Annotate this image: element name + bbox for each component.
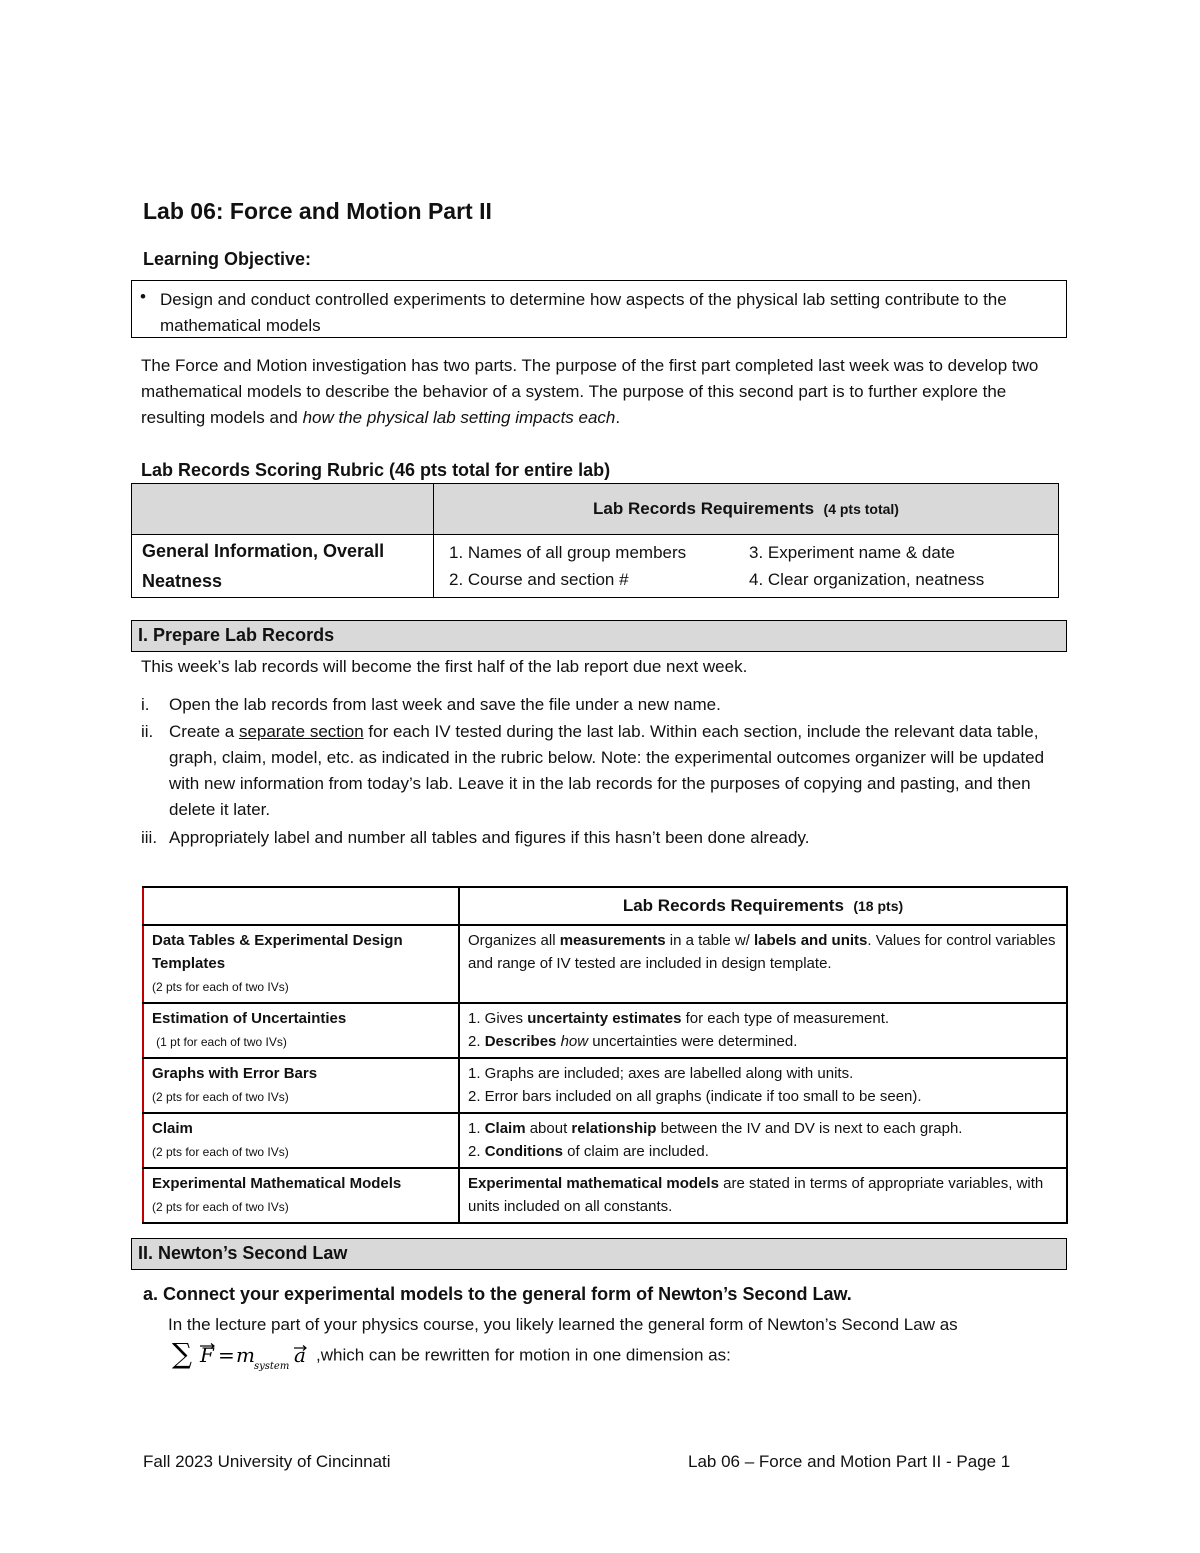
section1-intro: This week’s lab records will become the first half of the lab report due next week. (141, 657, 748, 676)
intro-paragraph: The Force and Motion investigation has two parts. The purpose of the first part completed last week was to develop two mathematical models to describe the behavior of a system. The purpose of this second part is to further explore the resulting models and how the physical lab setting impacts each. (141, 356, 1039, 427)
svg-text:system: system (254, 1361, 290, 1372)
svg-text:a: a (294, 1343, 306, 1367)
list-item: 2. Course and section # (449, 570, 629, 589)
section-heading-1: I. Prepare Lab Records (131, 620, 1067, 652)
objective-box (131, 280, 1067, 338)
table-row: Estimation of Uncertainties (1 pt for each of two IVs) 1. Gives uncertainty estimates for each type of measurement. 2. Describes how uncertainties were determined. (143, 1003, 1067, 1058)
list-item: 4. Clear organization, neatness (749, 570, 985, 589)
bullet-icon: • (140, 287, 146, 306)
subsection-a-heading: a. Connect your experimental models to the general form of Newton’s Second Law. (143, 1284, 852, 1304)
svg-text:F: F (200, 1343, 214, 1367)
newton-second-law-formula (168, 1339, 316, 1373)
table-row: Data Tables & Experimental Design Templates (2 pts for each of two IVs) Organizes all measurements in a table w/ labels and units. Values for control variables and range of IV tested are included in design template. (143, 925, 1067, 1003)
rubric-table-general (131, 483, 1059, 598)
table-row: Graphs with Error Bars (2 pts for each of two IVs) 1. Graphs are included; axes are labelled along with units. 2. Error bars included on all graphs (indicate if too small to be seen). (143, 1058, 1067, 1113)
steps-list: i. Open the lab records from last week and save the file under a new name. ii. Create a separate section for each IV tested during the last lab. Within each section, include the relevant data table, graph, claim, model, etc. as indicated in the rubric below. Note: the experimental outcomes organizer will be updated with new information from today’s lab. Leave it in the lab records for the purposes of copying and pasting, and then delete it later. iii. Appropriately label and number all tables and figures if this hasn’t been done already. (141, 695, 1045, 847)
list-item: 1. Names of all group members (449, 543, 687, 562)
footer-right: Lab 06 – Force and Motion Part II - Page 1 (688, 1452, 1011, 1471)
svg-text:m: m (236, 1343, 255, 1367)
list-item: 3. Experiment name & date (749, 543, 956, 562)
rubric-heading: Lab Records Scoring Rubric (46 pts total for entire lab) (141, 460, 611, 480)
page-title: Lab 06: Force and Motion Part II (143, 198, 492, 224)
footer-left: Fall 2023 University of Cincinnati (143, 1452, 391, 1471)
section-heading-2: II. Newton’s Second Law (131, 1238, 1067, 1270)
rubric2-header: Lab Records Requirements (18 pts) (459, 887, 1067, 925)
table-row: Experimental Mathematical Models (2 pts for each of two IVs) Experimental mathematical models are stated in terms of appropriate variables, with units included on all constants. (143, 1168, 1067, 1223)
row-label: General Information, Overall Neatness (132, 535, 434, 598)
objective-heading: Learning Objective: (143, 249, 312, 269)
svg-text:=: = (218, 1343, 235, 1367)
svg-text:∑: ∑ (172, 1339, 192, 1370)
rubric-header: Lab Records Requirements (4 pts total) (434, 484, 1059, 535)
subsection-a-text: In the lecture part of your physics course, you likely learned the general form of Newton’s Second Law as ∑ F = m system a ,which can be rewritten for motion in one dimension as: (168, 1315, 958, 1372)
objective-text: Design and conduct controlled experiments to determine how aspects of the physical lab setting contribute to the mathematical models (160, 290, 1007, 335)
table-row: Claim (2 pts for each of two IVs) 1. Claim about relationship between the IV and DV is next to each graph. 2. Conditions of claim are included. (143, 1113, 1067, 1168)
rubric-table-records (142, 886, 1068, 1224)
